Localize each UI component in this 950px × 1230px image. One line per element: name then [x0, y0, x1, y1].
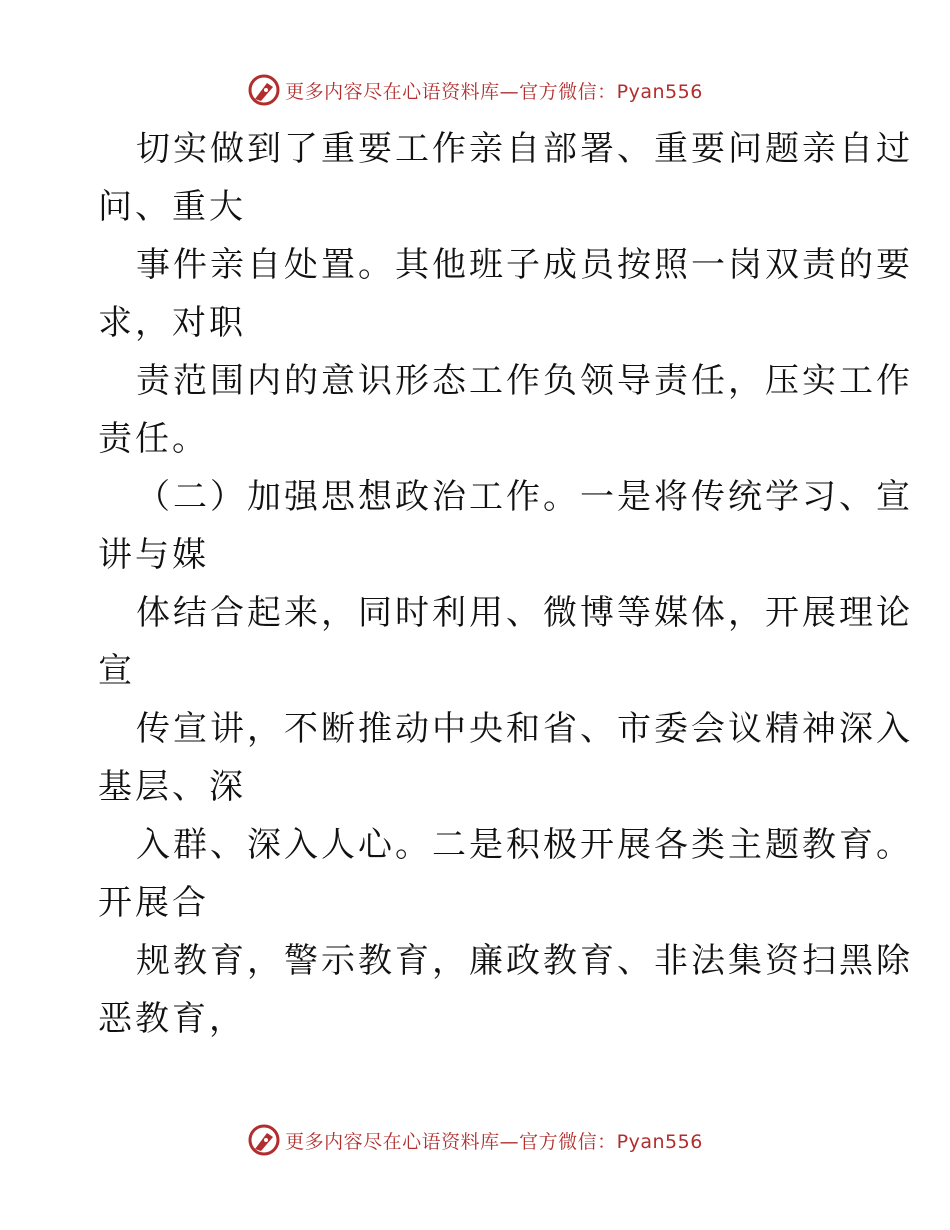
body-line: 传宣讲，不断推动中央和省、市委会议精神深入 — [136, 709, 913, 749]
body-line: 宣 — [98, 651, 135, 691]
body-line: 规教育，警示教育，廉政教育、非法集资扫黑除 — [136, 941, 913, 981]
body-line: 入群、深入人心。二是积极开展各类主题教育。 — [136, 825, 913, 865]
footer-banner-text: 更多内容尽在心语资料库—官方微信：Pyan556 — [285, 1130, 703, 1153]
body-line: 切实做到了重要工作亲自部署、重要问题亲自过 — [136, 129, 913, 169]
header-banner — [0, 70, 950, 110]
body-line: 讲与媒 — [98, 535, 209, 575]
body-line: 事件亲自处置。其他班子成员按照一岗双责的要 — [136, 245, 913, 285]
body-line: 开展合 — [98, 883, 209, 923]
body-line: 责任。 — [98, 419, 209, 459]
body-line: 求，对职 — [98, 303, 246, 343]
body-line: 体结合起来，同时利用、微博等媒体，开展理论 — [136, 593, 913, 633]
pen-nib-logo-icon — [247, 73, 281, 107]
body-line: 问、重大 — [98, 187, 246, 227]
pen-nib-logo-icon — [247, 1123, 281, 1157]
body-line: 基层、深 — [98, 767, 246, 807]
body-line: 恶教育， — [98, 999, 246, 1039]
header-banner-text: 更多内容尽在心语资料库—官方微信：Pyan556 — [285, 80, 703, 103]
document-body — [98, 120, 913, 1048]
footer-banner — [0, 1120, 950, 1160]
body-line: （二）加强思想政治工作。一是将传统学习、宣 — [136, 477, 913, 517]
body-line: 责范围内的意识形态工作负领导责任，压实工作 — [136, 361, 913, 401]
